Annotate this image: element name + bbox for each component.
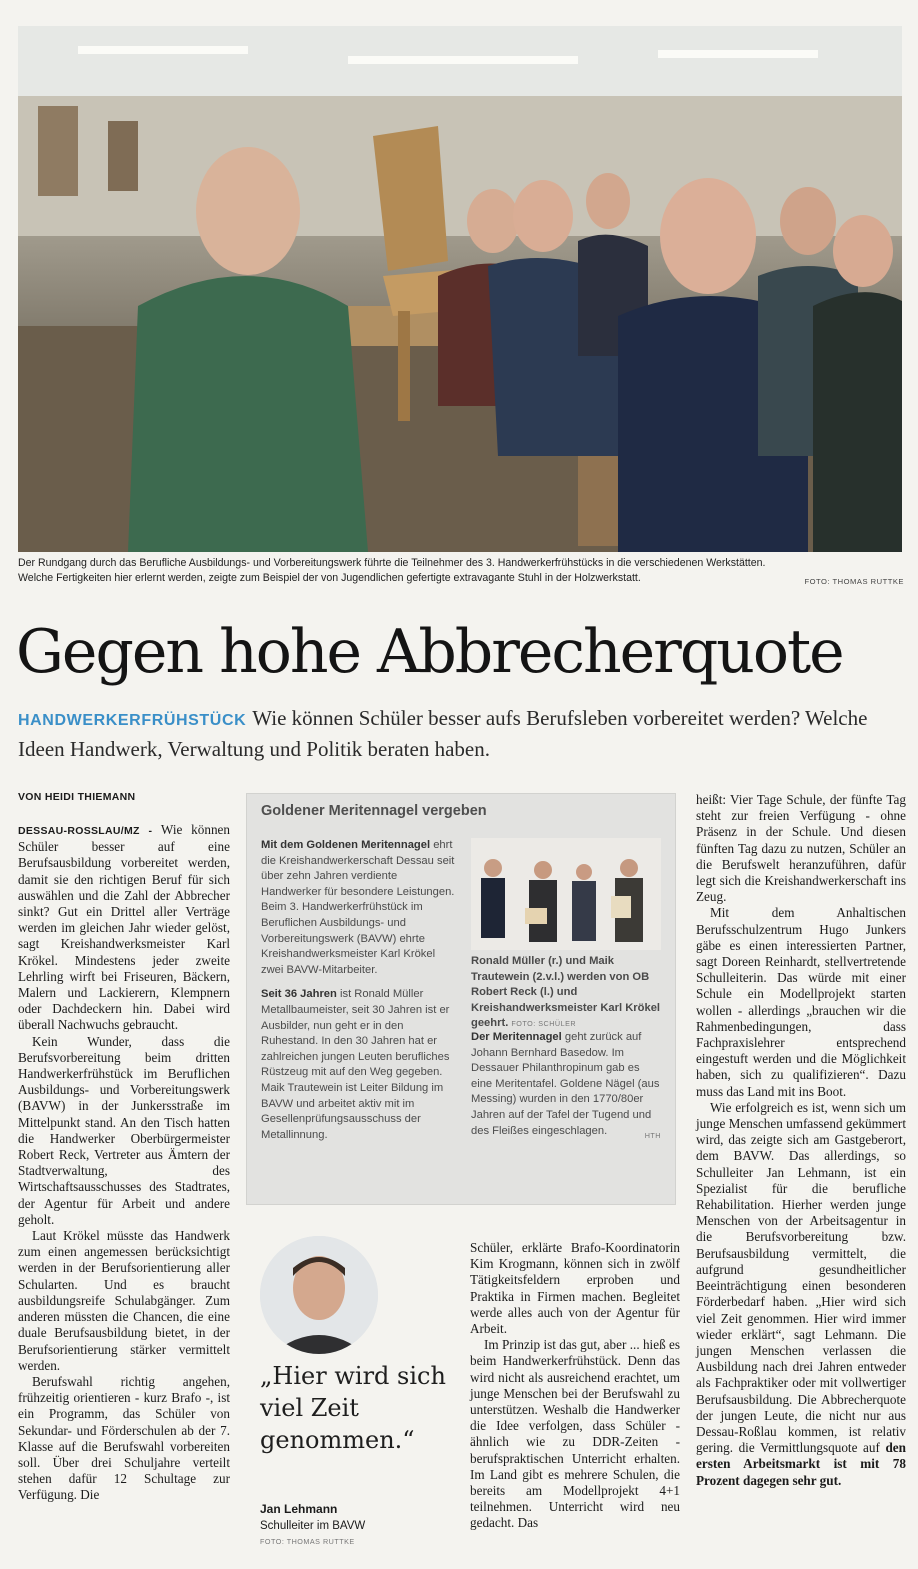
column-3: [470, 1240, 680, 1532]
paragraph: Im Prinzip ist das gut, aber ... hieß es beim Handwerkerfrühstück. Denn das wird nicht als ausreichend erachtet, um junge Menschen bei der Berufswahl zu unterstützen. Weshalb die Handwerker die Idee verfolgen, dass Schüler - ähnlich wie zu DDR-Zeiten - berufspraktischen Unterricht erhalten. Im Land gibt es mehrere Schulen, die bereits am Modellprojekt 4+1 teilnehmen. Unterricht wird neu gedacht. Das: [470, 1337, 680, 1531]
article-photo-workshop: [18, 26, 902, 552]
info-paragraph: [471, 1030, 661, 1139]
paragraph: Mit dem Anhaltischen Berufsschulzentrum Hugo Junkers gäbe es einen interessierten Partner, sagt Doreen Reinhardt, stellvertretende Schulleiterin. Das würde mit einer Schule ein Modellprojekt starten wollen - allerdings „brauchen wir die Rahmenbedingungen, dass Fachpraxislehrer entsprechend eingestuft werden und die Möglichkeit haben, sich zu qualifizieren“. Dazu muss das Land mit ins Boot.: [696, 905, 906, 1099]
paragraph-bold-end: den ersten Arbeitsmarkt ist mit 78 Prozent dagegen sehr gut.: [696, 1440, 906, 1488]
info-lead: Mit dem Goldenen Meritennagel: [261, 839, 431, 851]
award-caption-text: Ronald Müller (r.) und Maik Trautewein (2.v.l.) werden von OB Robert Reck (l.) und Kreishandwerksmeister Karl Krökel geehrt.: [471, 955, 661, 1030]
info-paragraph: [261, 987, 457, 1143]
info-text: geht zurück auf Johann Bernhard Basedow. Im Dessauer Philanthropinum gab es eine Meritentafel. Goldene Nägel (aus Messing) wurden in den 1770/80er Jahren auf der Tafel der Tugend und des Fleißes eingeschlagen.: [471, 1031, 660, 1137]
award-photo-credit: FOTO: SCHÜLER: [511, 1019, 577, 1029]
info-paragraph: [261, 838, 457, 978]
quote-role: Schulleiter im BAVW: [260, 1520, 366, 1532]
award-photo-caption: [471, 954, 661, 1032]
quote-photo-credit: FOTO: THOMAS RUTTKE: [260, 1537, 355, 1546]
column-1: [18, 822, 230, 1504]
info-text: ehrt die Kreishandwerkerschaft Dessau seit über zehn Jahren verdiente Handwerker für besondere Leistungen. Beim 3. Handwerkerfrühstück im Beruflichen Ausbildungs- und Vorbereitungswerk (BAVW) ehrte Kreishandwerksmeister Karl Krökel zwei BAVW-Mitarbeiter.: [261, 839, 455, 976]
info-box-meritennagel: [246, 793, 676, 1205]
quote-name: Jan Lehmann: [260, 1502, 338, 1516]
paragraph: Berufswahl richtig angehen, frühzeitig orientieren - kurz Brafo -, ist ein Programm, das Schüler von Sekundar- und Förderschulen ab der 7. Klasse auf die Berufswahl vorbereiten soll. Über drei Schuljahre verteilt stehen dafür 12 Schultage zur Verfügung. Die: [18, 1373, 230, 1503]
paragraph: Schüler, erklärte Brafo-Koordinatorin Kim Krogmann, können sich in zwölf Tätigkeitsfeldern erproben und Praktika in Firmen machen. Begleitet werde alles auch von der Agentur für Arbeit.: [470, 1240, 680, 1337]
paragraph-text: Wie erfolgreich es ist, wenn sich um junge Menschen umfassend gekümmert wird, das zeigte sich am Gastgeberort, dem BAVW. Das allerdings, so Schulleiter Jan Lehmann, ist ein Spezialist für die berufliche Rehabilitation. Hierher werden junge Menschen von der Arbeitsagentur in die Berufsvorbereitung bzw. Berufsausbildung vermittelt, die aufgrund gesundheitlicher Beeinträchtigung einen besonderen Förderbedarf haben. „Hier wird sich viel Zeit genommen. Hier wird immer wieder erklärt“, sagt Lehmann. Die jungen Menschen verlassen die Ausbildung nach drei Jahren entweder als Fachpraktiker oder mit vollwertiger Berufsausbildung. Die Abbrecherquote der jungen Leute, die nicht nur aus Dessau-Roßlau kommen, ist relativ gering. die Vermittlungsquote auf: [696, 1099, 906, 1456]
paragraph-text: Wie können Schüler besser auf eine Berufsausbildung vorbereitet werden, damit sie den richtigen Beruf für sich auswählen und die Zahl der Abbrecher sinkt? Gut ein Drittel aller Verträge werden im gleichen Jahr wieder gelöst, sagt Kreishandwerksmeister Karl Krökel. Mindestens jeder zweite Lehrling wirft bei Friseuren, Bäckern, Malern und Lackierern, Klempnern oder Dachdeckern hin. Dabei wird überall Nachwuchs gebraucht.: [18, 822, 230, 1033]
photo-caption-line2: Welche Fertigkeiten hier erlernt werden, zeigte zum Beispiel der von Jugendlichen gefertigte extravagante Stuhl in der Holzwerkstatt.: [18, 572, 641, 584]
photo-caption-line1: Der Rundgang durch das Berufliche Ausbildungs- und Vorbereitungswerk führte die Teilnehmer des 3. Handwerkerfrühstücks in die verschiedenen Werkstätten.: [18, 557, 766, 569]
quote-text: „Hier wird sich viel Zeit genommen.“: [260, 1362, 446, 1454]
paragraph: heißt: Vier Tage Schule, der fünfte Tag steht zur freien Verfügung - ohne Präsenz in der Schule. Und diesen fünften Tag dazu zu nutzen, Schüler an die Berufswelt heranzuführen, dafür legt sich die Kreishandwerkerschaft ins Zeug.: [696, 792, 906, 905]
info-box-right-column: [471, 1030, 661, 1148]
paragraph: Kein Wunder, dass die Berufsvorbereitung beim dritten Handwerkerfrühstück im Beruflichen Ausbildungs- und Vorbereitungswerk (BAVW) in der Junkersstraße im Mittelpunkt stand. An den Tisch hatten die Handwerker Oberbürgermeister Robert Reck, Vertreter aus Ämtern der Stadtverwaltung, des Wirtschaftsausschusses des Stadtrates, der Agentur für Arbeit und andere geholt.: [18, 1033, 230, 1227]
deck-text: Wie können Schüler besser aufs Berufsleben vorbereitet werden? Welche Ideen Handwerk, Verwaltung und Politik beraten haben.: [18, 706, 868, 761]
paragraph: Laut Krökel müsste das Handwerk zum einen angemessen berücksichtigt werden in der Berufsorientierung aller Schularten. Und es braucht ausbildungsreife Schulabgänger. Zum anderen müssten die Chancen, die eine duale Berufsausbildung bietet, in der Berufsorientierung stärker vermittelt werden.: [18, 1228, 230, 1373]
column-4: [696, 792, 906, 1489]
info-box-title: Goldener Meritennagel vergeben: [261, 803, 487, 819]
headline: Gegen hohe Abbrecherquote: [16, 617, 843, 687]
paragraph: [696, 1100, 906, 1489]
avatar: [260, 1236, 378, 1354]
photo-credit: FOTO: THOMAS RUTTKE: [804, 577, 904, 586]
paragraph: [18, 822, 230, 1034]
info-text: ist Ronald Müller Metallbaumeister, seit 30 Jahren ist er Ausbilder, nun geht er in den Ruhestand. In den 30 Jahren hat er zahlreichen jungen Leuten berufliches Rüstzeug mit auf den Weg gegeben. Maik Trautewein ist Leiter Bildung im BAVW und arbeitet aktiv mit im Gesellenprüfungsausschuss der Metallinnung.: [261, 988, 450, 1141]
pull-quote: [258, 1236, 463, 1566]
award-photo: [471, 838, 661, 950]
info-box-left-column: [261, 838, 457, 1152]
info-lead: Seit 36 Jahren: [261, 988, 337, 1001]
dateline: DESSAU-ROSSLAU/MZ -: [18, 825, 153, 837]
deck: [18, 704, 908, 763]
info-author: HTH: [644, 1130, 661, 1140]
byline: VON HEIDI THIEMANN: [18, 791, 136, 803]
photo-caption: [18, 556, 904, 589]
kicker: HANDWERKERFRÜHSTÜCK: [18, 712, 247, 729]
info-lead: Der Meritennagel: [471, 1031, 562, 1043]
